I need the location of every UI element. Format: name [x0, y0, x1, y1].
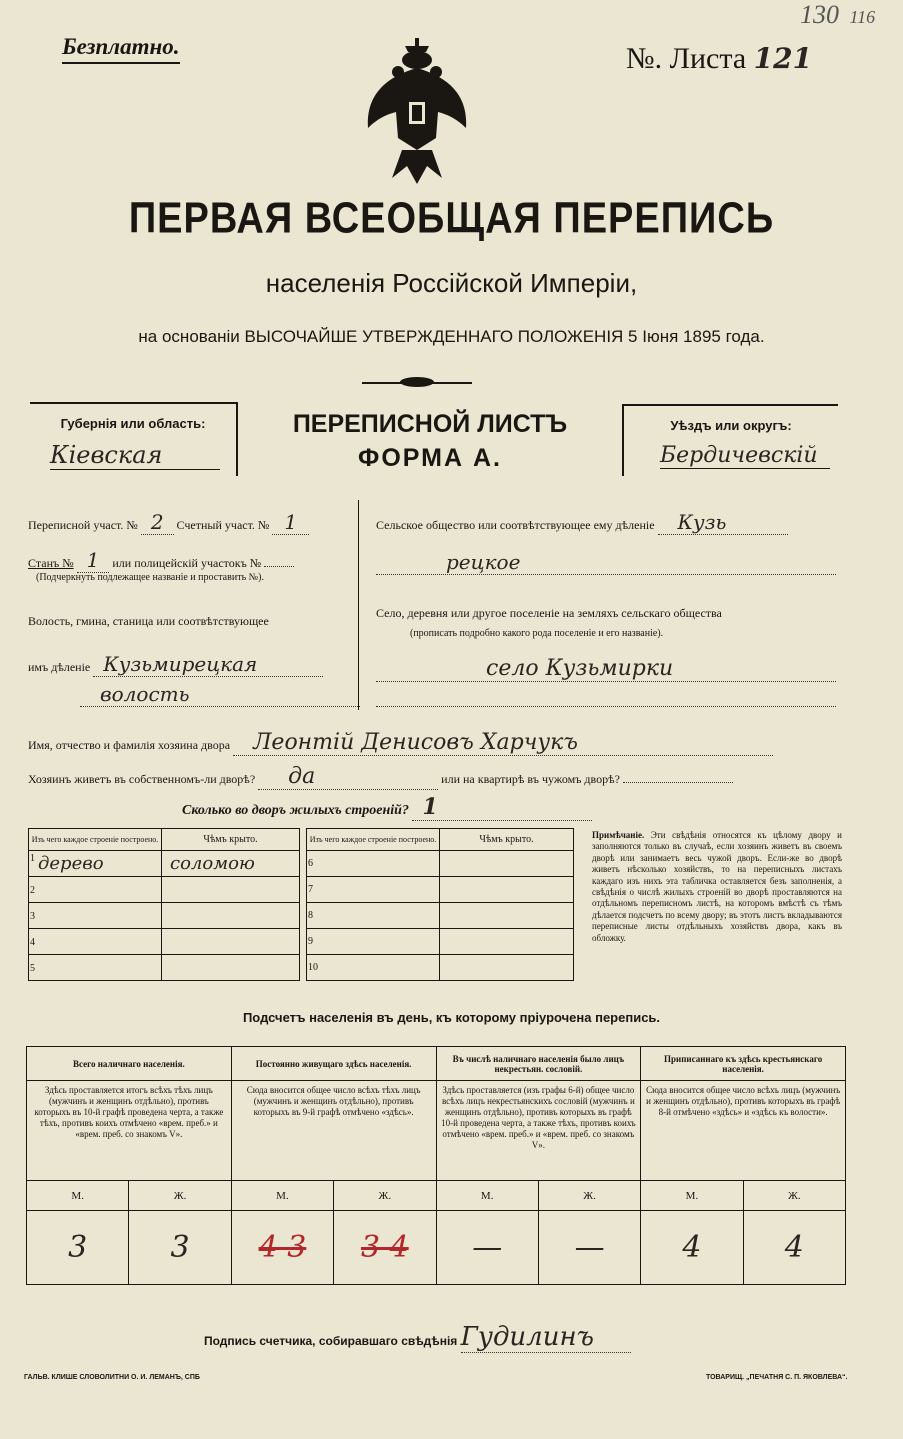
sheet-number [626, 42, 812, 76]
table-row: 7 [307, 877, 574, 903]
province-value: Кіевская [50, 441, 220, 470]
footer-right: ТОВАРИЩ. „ПЕЧАТНЯ С. П. ЯКОВЛЕВА“. [706, 1374, 848, 1381]
buildings-note: Примѣчаніе. Эти свѣдѣнія относятся къ цѣлому двору и заполняются только въ случаѣ, если хозяинъ живетъ въ своемъ дворѣ или занимаетъ весь чужой дворъ. Если-же во дворѣ живетъ нѣсколько хозяйствъ, то на переписныхъ листахъ каждаго изъ нихъ эта табличка оставляется безъ заполненія, а свѣдѣнія о числѣ жилыхъ строеній во дворѣ проставляются на отдѣльномъ переписномъ листѣ, на которомъ вмѣстѣ съ тѣмъ дѣлается подсчетъ по всему двору; въ этотъ листъ вкладываются переписные листы отдѣльныхъ хозяйствъ двора, какъ въ обложку. [592, 830, 842, 943]
signature-line [204, 1322, 631, 1353]
page-title: ПЕРВАЯ ВСЕОБЩАЯ ПЕРЕПИСЬ [128, 194, 775, 244]
free-label: Безплатно. [62, 34, 180, 64]
table-row: 4 [29, 929, 300, 955]
col-roof-header: Чѣмъ крыто. [162, 829, 300, 851]
table-row: 9 [307, 929, 574, 955]
registered-male: 4 [641, 1211, 743, 1285]
form-letter: ФОРМА А. [358, 444, 502, 472]
nonpeasant-male: — [436, 1211, 538, 1285]
table-row: 3 [29, 903, 300, 929]
volost-line: имъ дѣленіе Кузьмирецкая [28, 652, 348, 677]
sheet-number-value: 121 [753, 42, 813, 75]
owner-name-line: Имя, отчество и фамилія хозяина двора Леонтій Денисовъ Харчукъ [28, 730, 838, 756]
registered-female: 4 [743, 1211, 845, 1285]
population-heading: Подсчетъ населенія въ день, къ которому пріурочена перепись. [242, 1010, 661, 1025]
count-area-value: 1 [272, 510, 309, 535]
camp-line: Станъ № 1 или полицейскій участокъ № [28, 548, 348, 572]
nonpeasant-female: — [538, 1211, 640, 1285]
footer-left: ГАЛЬВ. КЛИШЕ СЛОВОЛИТНИ О. И. ЛЕМАНЪ, СПБ [24, 1374, 200, 1381]
table-row: 8 [307, 903, 574, 929]
underline-note: (Подчеркнуть подлежащее названіе и проставить №). [36, 572, 264, 583]
owner-name-value: Леонтій Денисовъ Харчукъ [233, 730, 773, 756]
camp-value: 1 [77, 548, 110, 573]
corner-number [800, 0, 875, 30]
col-material-header: Изъ чего каждое строеніе построено. [29, 829, 162, 851]
table-row: 6 [307, 851, 574, 877]
district-box [622, 404, 838, 476]
corner-number-value: 130 [800, 0, 839, 29]
form-title: ПЕРЕПИСНОЙ ЛИСТЪ [292, 410, 568, 438]
population-table: Всего наличнаго населенія. Постоянно живущаго здѣсь населенія. Въ числѣ наличнаго населенія было лицъ некрестьян. сословій. Приписаннаго къ здѣсь крестьянскаго населенія. Здѣсь проставляется итогъ всѣхъ тѣхъ лицъ (мужчинъ и женщинъ отдѣльно), противъ которыхъ въ 10-й графѣ проведена черта, а также тѣхъ, противъ коихъ отмѣчено «врем. преб.» и «врем. преб. со знакомъ V». Сюда вносится общее число всѣхъ тѣхъ лицъ (мужчинъ и женщинъ отдѣльно), противъ которыхъ въ 9-й графѣ отмѣчено «здѣсь». Здѣсь проставляется (изъ графы 6-й) общее число всѣхъ лицъ некрестьянскихъ сословій (мужчинъ и женщинъ отдѣльно), противъ которыхъ въ графѣ 10-й проведена черта, а также тѣхъ, противъ коихъ отмѣчено «врем. преб.» и «врем. преб. со знакомъ V». Сюда вносится общее число всѣхъ лицъ (мужчинъ и женщинъ отдѣльно), противъ которыхъ въ графѣ 8-й отмѣчено «здѣсь» и «здѣсь къ волости». М. Ж. М. Ж. М. Ж. М. Ж. 3 3 4 3 3 4 — — 4 4 [26, 1046, 846, 1285]
permanent-male: 4 3 [231, 1211, 333, 1285]
permanent-female: 3 4 [334, 1211, 436, 1285]
province-label: Губернія или область: [60, 416, 206, 431]
col-registered-title: Приписаннаго къ здѣсь крестьянскаго населенія. [641, 1047, 846, 1081]
page-subtitle: населенія Россійской Имперіи, [265, 268, 638, 298]
table-row: 2 [29, 877, 300, 903]
basis-text: на основаніи ВЫСОЧАЙШЕ УТВЕРЖДЕННАГО ПОЛОЖЕНІЯ 5 Іюня 1895 года. [138, 327, 765, 346]
village-note: (прописать подробно какого рода поселеніе и его названіе). [410, 628, 664, 639]
table-row: $^1$ дерево соломою [29, 851, 300, 877]
population-values-row [27, 1211, 846, 1285]
buildings-table-left [28, 828, 300, 981]
province-box [30, 402, 238, 476]
district-label: Уѣздъ или округъ: [670, 418, 792, 433]
imperial-eagle-emblem [362, 38, 472, 188]
col-nonpeasant-title: Въ числѣ наличнаго населенія было лицъ некрестьян. сословій. [436, 1047, 641, 1081]
table-row: 10 [307, 955, 574, 981]
sheet-number-label: №. Листа [626, 42, 747, 75]
own-yard-value: да [258, 764, 438, 790]
census-area-line: Переписной участ. № 2 Счетный участ. № 1 [28, 510, 348, 534]
table-row: 5 [29, 955, 300, 981]
own-yard-line: Хозяинъ живетъ въ собственномъ-ли дворѣ? да или на квартирѣ въ чужомъ дворѣ? [28, 764, 838, 790]
volost-value-2: волость [80, 682, 360, 707]
signature-value: Гудилинъ [461, 1322, 631, 1353]
signature-label: Подпись счетчика, собиравшаго свѣдѣнія [204, 1334, 458, 1348]
volost-label: Волость, гмина, станица или соотвѣтствующее [28, 614, 269, 628]
col-permanent-title: Постоянно живущаго здѣсь населенія. [231, 1047, 436, 1081]
district-value: Бердичевскій [660, 443, 830, 469]
census-area-value: 2 [141, 510, 174, 535]
society-line: Сельское общество или соотвѣтствующее ему дѣленіе Кузь [376, 510, 846, 535]
corner-number-value2: 116 [849, 7, 876, 27]
col-total-title: Всего наличнаго населенія. [27, 1047, 232, 1081]
ornament-divider [362, 378, 472, 388]
village-value: село Кузьмирки [376, 656, 836, 682]
buildings-value: 1 [412, 794, 592, 821]
village-label: Село, деревня или другое поселеніе на земляхъ сельскаго общества [376, 606, 722, 620]
volost-value: Кузьмирецкая [93, 652, 323, 677]
buildings-table-right: Изъ чего каждое строеніе построено. Чѣмъ крыто. 6 7 8 9 10 [306, 828, 574, 981]
total-male: 3 [27, 1211, 129, 1285]
total-female: 3 [129, 1211, 231, 1285]
buildings-line: Сколько во дворъ жилыхъ строеній? 1 [182, 794, 592, 821]
society-value: Кузь [658, 510, 788, 535]
society-value-2: рецкое [376, 550, 836, 575]
